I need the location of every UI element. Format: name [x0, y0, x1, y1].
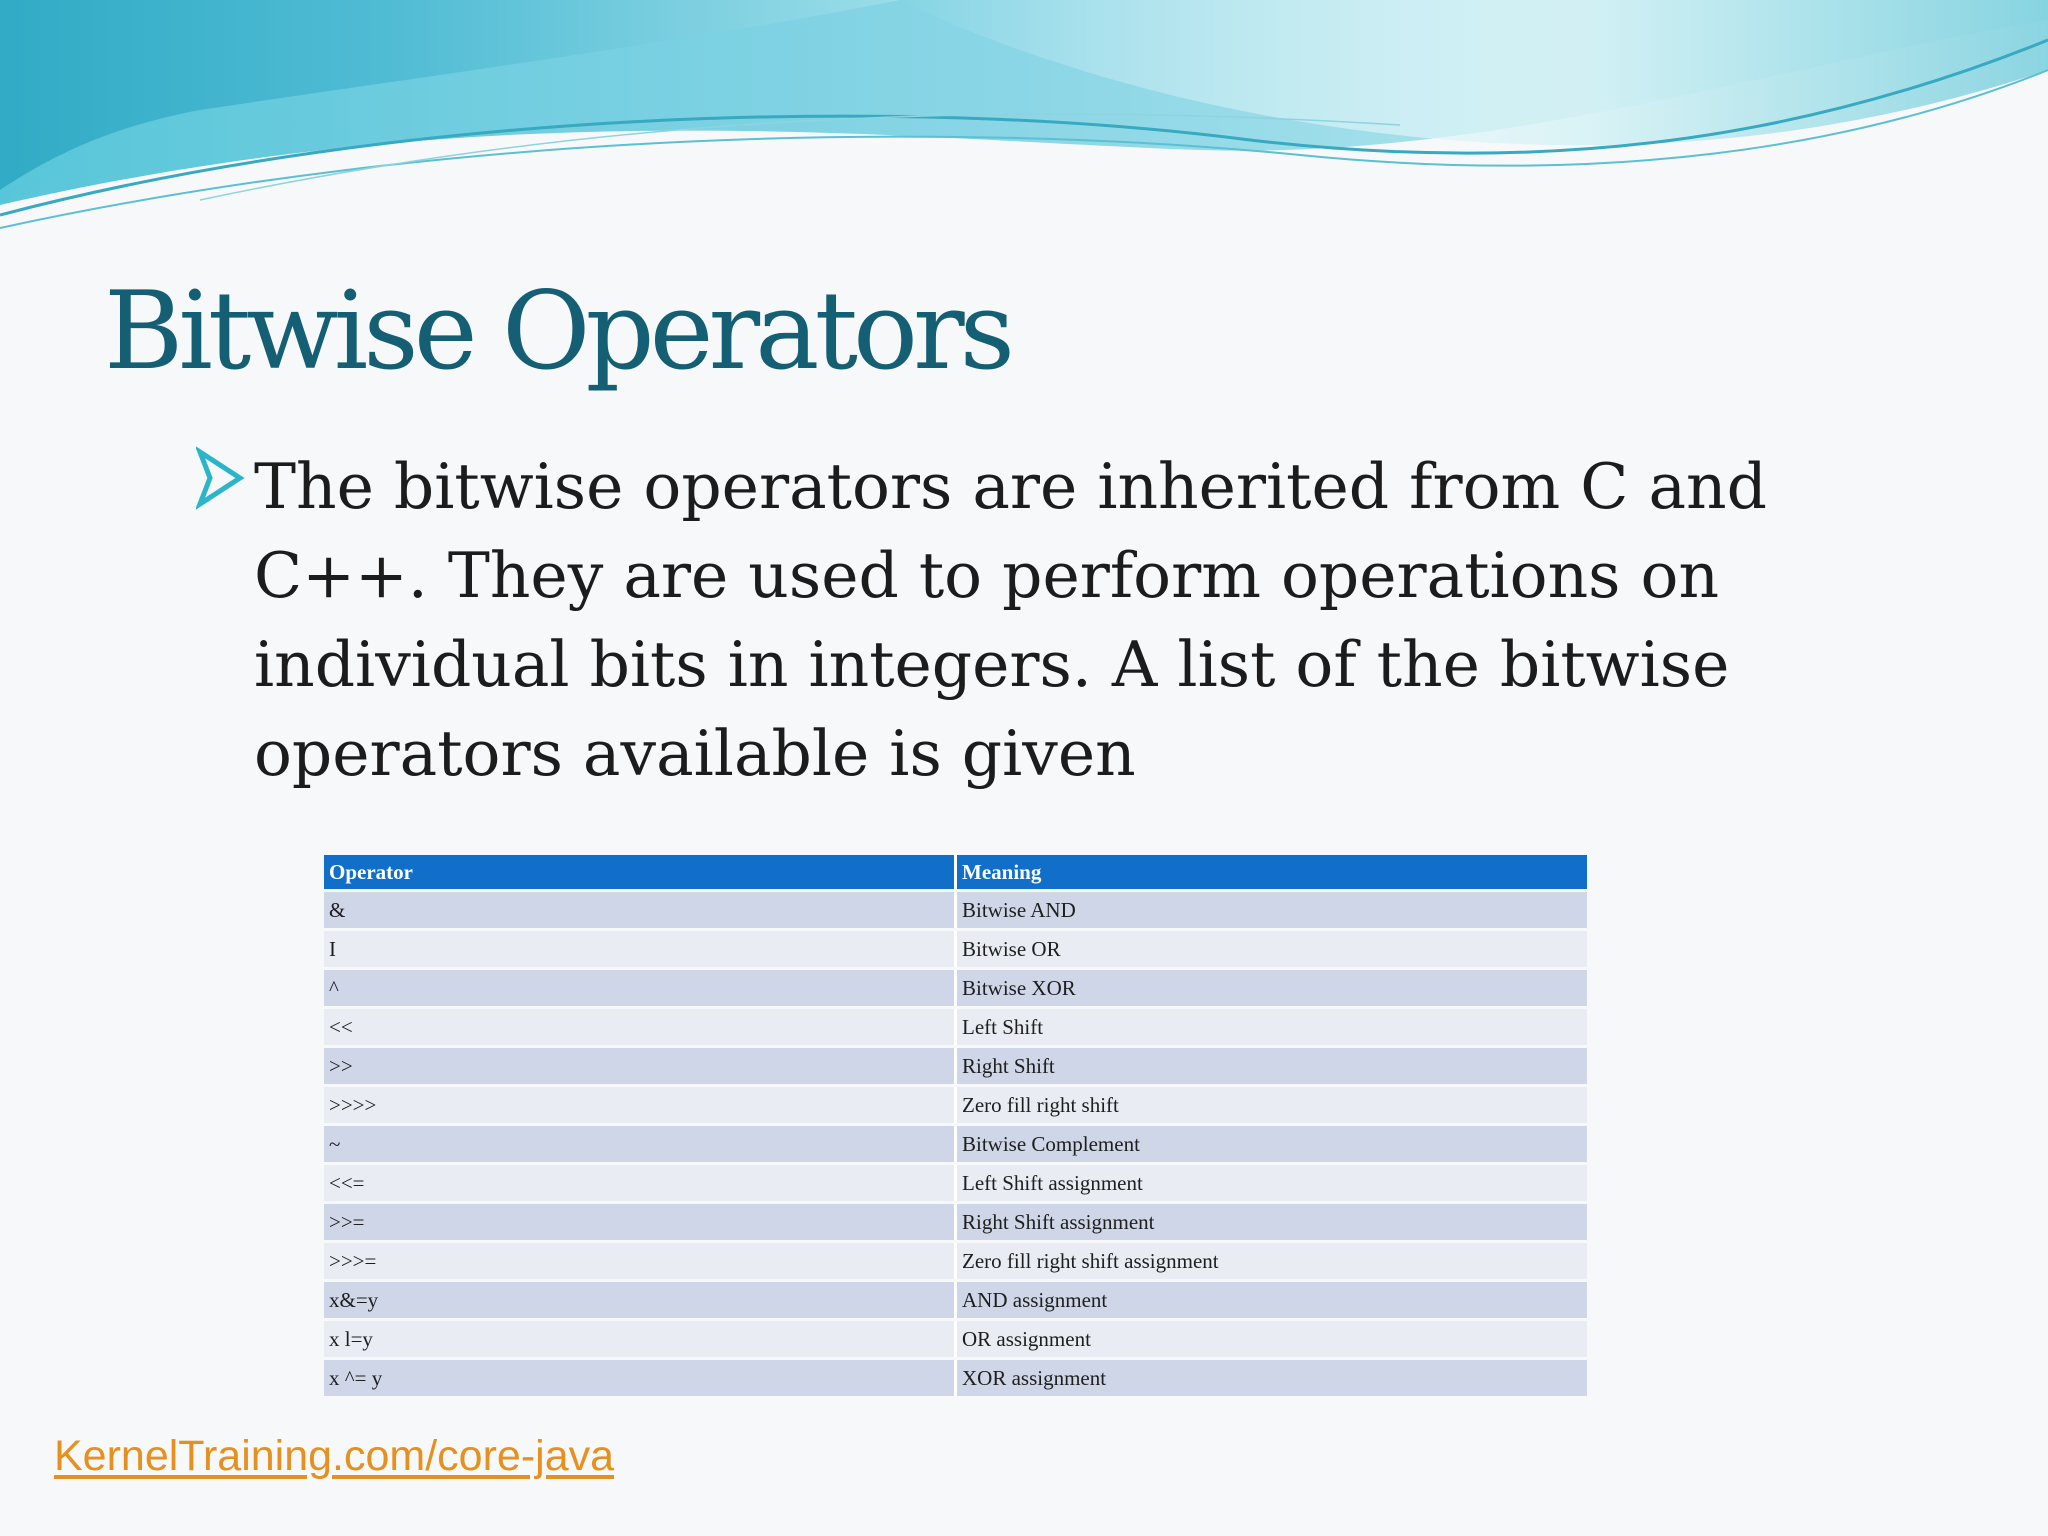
operator-cell: x&=y	[324, 1282, 957, 1318]
table-row	[324, 1048, 1587, 1084]
meaning-cell: Right Shift	[957, 1048, 1587, 1084]
operator-cell: >>	[324, 1048, 957, 1084]
column-header-meaning: Meaning	[957, 855, 1587, 889]
table-row	[324, 1243, 1587, 1279]
operator-cell: ^	[324, 970, 957, 1006]
slide-title: Bitwise Operators	[104, 269, 1011, 394]
meaning-cell: OR assignment	[957, 1321, 1587, 1357]
footer-link[interactable]: KernelTraining.com/core-java	[54, 1432, 615, 1480]
operator-cell: ~	[324, 1126, 957, 1162]
meaning-cell: Bitwise XOR	[957, 970, 1587, 1006]
operator-cell: >>>>	[324, 1087, 957, 1123]
operator-cell: >>>=	[324, 1243, 957, 1279]
header-wave-decoration	[0, 0, 2048, 240]
operator-cell: &	[324, 892, 957, 928]
meaning-cell: Bitwise Complement	[957, 1126, 1587, 1162]
table-row	[324, 1126, 1587, 1162]
operator-cell: x l=y	[324, 1321, 957, 1357]
operator-cell: I	[324, 931, 957, 967]
table-row	[324, 931, 1587, 967]
meaning-cell: Bitwise AND	[957, 892, 1587, 928]
table-row	[324, 970, 1587, 1006]
operators-table	[324, 852, 1587, 1399]
meaning-cell: Left Shift	[957, 1009, 1587, 1045]
operator-cell: x ^= y	[324, 1360, 957, 1396]
table-row	[324, 1165, 1587, 1201]
operator-cell: <<=	[324, 1165, 957, 1201]
meaning-cell: Zero fill right shift	[957, 1087, 1587, 1123]
table-row	[324, 892, 1587, 928]
table-row	[324, 1360, 1587, 1396]
operator-cell: >>=	[324, 1204, 957, 1240]
meaning-cell: Right Shift assignment	[957, 1204, 1587, 1240]
column-header-operator: Operator	[324, 855, 957, 889]
operator-cell: <<	[324, 1009, 957, 1045]
meaning-cell: AND assignment	[957, 1282, 1587, 1318]
bullet-text: The bitwise operators are inherited from C and C++. They are used to perform operations on individual bits in integers. A list of the bitwise operators available is given	[254, 450, 1767, 790]
table-header-row	[324, 855, 1587, 889]
table-row	[324, 1204, 1587, 1240]
table-row	[324, 1282, 1587, 1318]
meaning-cell: XOR assignment	[957, 1360, 1587, 1396]
arrowhead-bullet-icon	[196, 446, 246, 510]
meaning-cell: Left Shift assignment	[957, 1165, 1587, 1201]
table-row	[324, 1321, 1587, 1357]
meaning-cell: Zero fill right shift assignment	[957, 1243, 1587, 1279]
table-row	[324, 1009, 1587, 1045]
meaning-cell: Bitwise OR	[957, 931, 1587, 967]
table-row	[324, 1087, 1587, 1123]
